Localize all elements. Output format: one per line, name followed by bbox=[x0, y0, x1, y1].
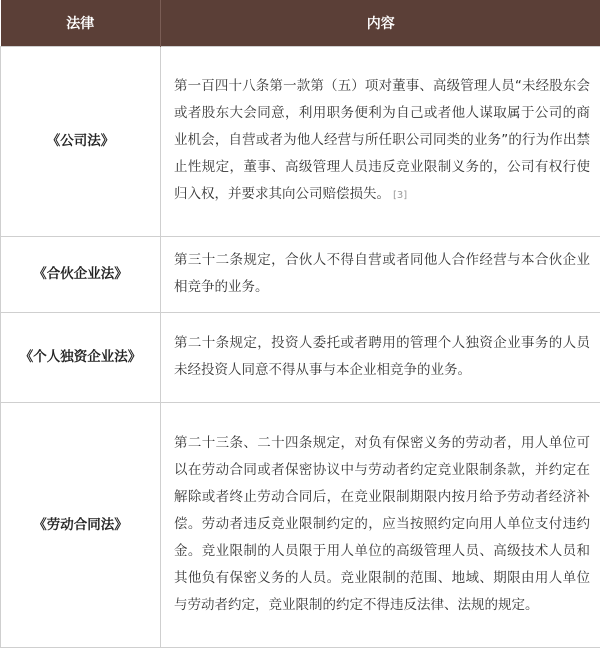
header-law: 法律 bbox=[1, 0, 161, 47]
law-name: 《公司法》 bbox=[1, 47, 161, 237]
table-row bbox=[1, 313, 600, 403]
law-name: 《个人独资企业法》 bbox=[1, 313, 161, 403]
table-row bbox=[1, 47, 600, 237]
law-content: 第二十三条、二十四条规定，对负有保密义务的劳动者，用人单位可以在劳动合同或者保密协议中与劳动者约定竞业限制条款，并约定在解除或者终止劳动合同后，在竞业限制期限内按月给予劳动者经济补偿。劳动者违反竞业限制约定的，应当按照约定向用人单位支付违约金。竞业限制的人员限于用人单位的高级管理人员、高级技术人员和其他负有保密义务的人员。竞业限制的范围、地域、期限由用人单位与劳动者约定，竞业限制的约定不得违反法律、法规的规定。 bbox=[161, 403, 600, 648]
law-content: 第三十二条规定，合伙人不得自营或者同他人合作经营与本合伙企业相竞争的业务。 bbox=[161, 237, 600, 313]
table-header bbox=[1, 0, 600, 47]
reference-link[interactable]: [3] bbox=[393, 190, 407, 201]
header-content: 内容 bbox=[161, 0, 600, 47]
law-content: 第二十条规定，投资人委托或者聘用的管理个人独资企业事务的人员未经投资人同意不得从事与本企业相竞争的业务。 bbox=[161, 313, 600, 403]
law-name: 《合伙企业法》 bbox=[1, 237, 161, 313]
law-content bbox=[161, 47, 600, 237]
table-body bbox=[1, 47, 600, 648]
table-row bbox=[1, 237, 600, 313]
law-content-text: 第一百四十八条第一款第（五）项对董事、高级管理人员“未经股东会或者股东大会同意，利用职务便利为自己或者他人谋取属于公司的商业机会，自营或者为他人经营与所任职公司同类的业务”的行为作出禁止性规定，董事、高级管理人员违反竞业限制义务的，公司有权行使归入权，并要求其向公司赔偿损失。 bbox=[174, 78, 590, 202]
law-name: 《劳动合同法》 bbox=[1, 403, 161, 648]
header-row bbox=[1, 0, 600, 47]
table-row bbox=[1, 403, 600, 648]
